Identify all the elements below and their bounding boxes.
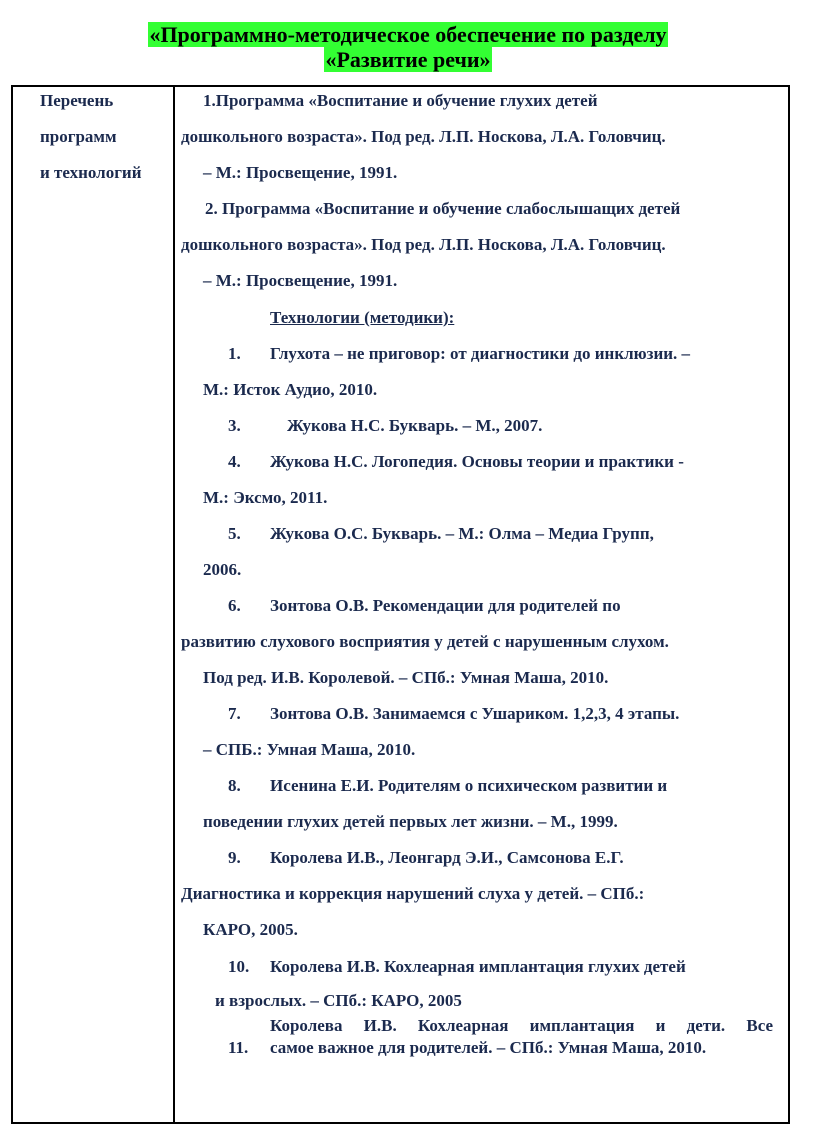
tech-6-line-3: Под ред. И.В. Королевой. – СПб.: Умная Маша, 2010. — [203, 668, 609, 687]
left-label-3: и технологий — [40, 163, 142, 182]
tech-1-line-1: Глухота – не приговор: от диагностики до инклюзии. – — [270, 344, 691, 363]
tech-5-num: 5. — [228, 524, 241, 543]
tech-9-line-1: Королева И.В., Леонгард Э.И., Самсонова Е.Г. — [270, 848, 624, 867]
tech-3-num: 3. — [228, 416, 241, 435]
tech-11-line-1: Королева И.В. Кохлеарная имплантация и дети. Все — [270, 1016, 773, 1035]
tech-6-num: 6. — [228, 596, 241, 615]
title-line-2: «Развитие речи» — [325, 47, 491, 72]
technologies-heading: Технологии (методики): — [270, 308, 455, 327]
tech-8-num: 8. — [228, 776, 241, 795]
program-2-line-3: – М.: Просвещение, 1991. — [203, 271, 398, 290]
tech-11-line-2: самое важное для родителей. – СПб.: Умная Маша, 2010. — [270, 1038, 707, 1057]
column-divider — [173, 87, 175, 1122]
tech-7-line-1: Зонтова О.В. Занимаемся с Ушариком. 1,2,3, 4 этапы. — [270, 704, 680, 723]
tech-11-num: 11. — [228, 1038, 249, 1057]
tech-1-num: 1. — [228, 344, 241, 363]
tech-5-line-2: 2006. — [203, 560, 242, 579]
tech-9-line-3: КАРО, 2005. — [203, 920, 298, 939]
title-line-1: «Программно-методическое обеспечение по разделу — [149, 22, 667, 47]
tech-6-line-2: развитию слухового восприятия у детей с нарушенным слухом. — [181, 632, 669, 651]
program-1-line-2: дошкольного возраста». Под ред. Л.П. Носкова, Л.А. Головчиц. — [181, 127, 666, 146]
left-label-2: программ — [40, 127, 117, 146]
tech-1-line-2: М.: Исток Аудио, 2010. — [203, 380, 378, 399]
tech-10-line-1: Королева И.В. Кохлеарная имплантация глухих детей — [270, 957, 686, 976]
tech-7-line-2: – СПБ.: Умная Маша, 2010. — [203, 740, 416, 759]
tech-5-line-1: Жукова О.С. Букварь. – М.: Олма – Медиа Групп, — [270, 524, 654, 543]
tech-8-line-2: поведении глухих детей первых лет жизни. – М., 1999. — [203, 812, 618, 831]
tech-4-line-1: Жукова Н.С. Логопедия. Основы теории и практики - — [270, 452, 684, 471]
program-2-line-2: дошкольного возраста». Под ред. Л.П. Носкова, Л.А. Головчиц. — [181, 235, 666, 254]
left-label-1: Перечень — [40, 91, 114, 110]
tech-6-line-1: Зонтова О.В. Рекомендации для родителей по — [270, 596, 621, 615]
tech-9-num: 9. — [228, 848, 241, 867]
tech-4-line-2: М.: Эксмо, 2011. — [203, 488, 328, 507]
program-2-line-1: 2. Программа «Воспитание и обучение слабослышащих детей — [205, 199, 681, 218]
tech-3-line-1: Жукова Н.С. Букварь. – М., 2007. — [287, 416, 543, 435]
tech-7-num: 7. — [228, 704, 241, 723]
program-1-line-1: 1.Программа «Воспитание и обучение глухих детей — [203, 91, 598, 110]
tech-10-num: 10. — [228, 957, 250, 976]
tech-8-line-1: Исенина Е.И. Родителям о психическом развитии и — [270, 776, 668, 795]
tech-4-num: 4. — [228, 452, 241, 471]
program-1-line-3: – М.: Просвещение, 1991. — [203, 163, 398, 182]
tech-10-line-2: и взрослых. – СПб.: КАРО, 2005 — [215, 991, 462, 1010]
tech-9-line-2: Диагностика и коррекция нарушений слуха у детей. – СПб.: — [181, 884, 645, 903]
